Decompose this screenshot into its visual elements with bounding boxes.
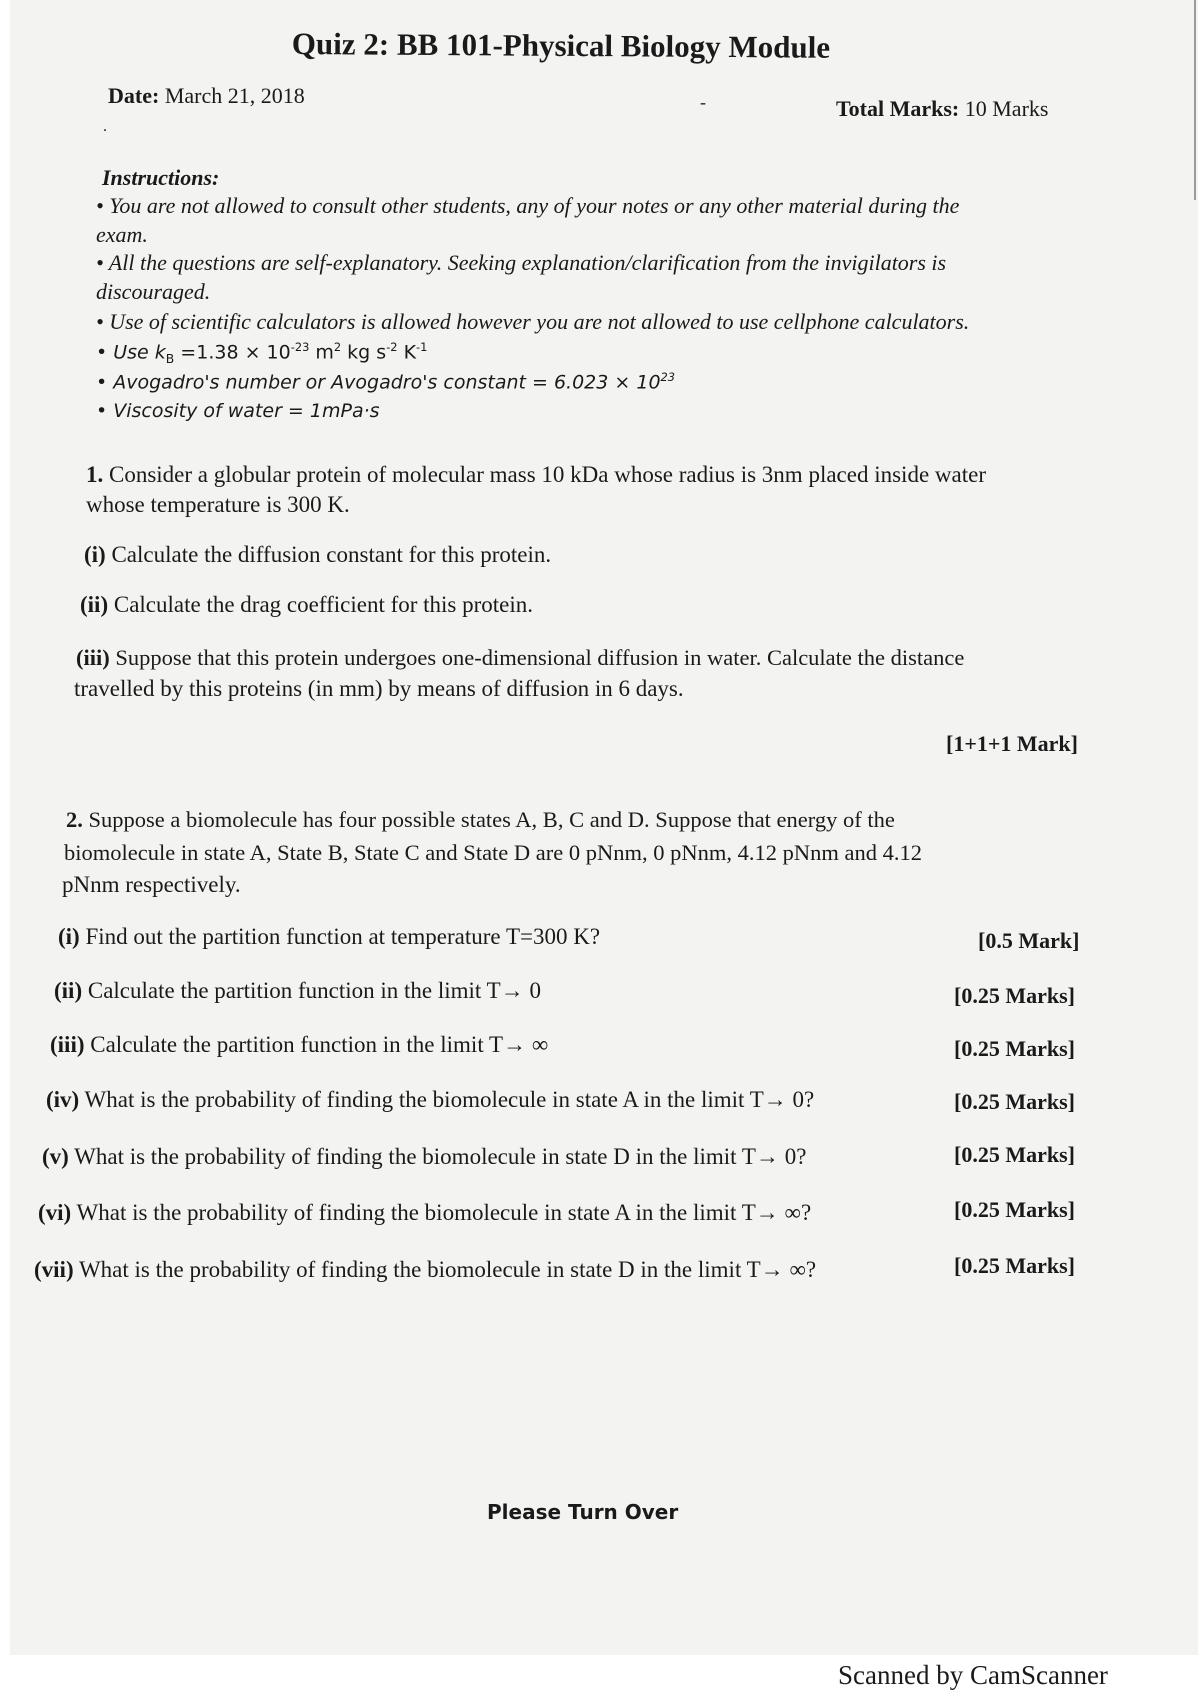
question-2-line: pNnm respectively. [62, 872, 241, 897]
date-value: March 21, 2018 [164, 83, 305, 108]
instruction-line: • You are not allowed to consult other students, any of your notes or any other material during the [96, 193, 960, 218]
question-2-line: 2. Suppose a biomolecule has four possible states A, B, C and D. Suppose that energy of the [66, 807, 895, 832]
date-line [108, 83, 305, 109]
instruction-line: exam. [96, 222, 148, 247]
question-2-marks: [0.25 Marks] [954, 983, 1075, 1008]
instruction-line: • Use of scientific calculators is allowed however you are not allowed to use cellphone calculators. [96, 309, 970, 334]
instruction-line: discouraged. [96, 279, 211, 304]
question-2-part: (i) Find out the partition function at temperature T=300 K? [58, 924, 601, 949]
question-2-marks: [0.25 Marks] [954, 1036, 1075, 1061]
paper-edge [1194, 0, 1196, 200]
date-label: Date: [108, 83, 160, 108]
question-1-part: (iii) Suppose that this protein undergoes one-dimensional diffusion in water. Calculate the distance [76, 645, 965, 670]
question-1-marks: [1+1+1 Mark] [946, 731, 1078, 756]
scanner-watermark: Scanned by CamScanner [838, 1660, 1108, 1690]
question-1-line: travelled by this proteins (in mm) by means of diffusion in 6 days. [74, 676, 684, 701]
question-2-part: (vi) What is the probability of finding the biomolecule in state A in the limit T→ ∞? [38, 1200, 812, 1225]
question-2-part: (iv) What is the probability of finding the biomolecule in state A in the limit T→ 0? [46, 1087, 815, 1112]
question-1-part: (i) Calculate the diffusion constant for this protein. [84, 542, 552, 567]
total-value: 10 Marks [964, 96, 1049, 121]
total-marks [836, 96, 1048, 122]
quiz-title: Quiz 2: BB 101-Physical Biology Module [291, 26, 831, 65]
viscosity-line: • Viscosity of water = 1mPa·s [96, 400, 380, 422]
stray-mark: - [700, 92, 706, 112]
question-number: 1. [86, 462, 104, 487]
question-2-marks: [0.25 Marks] [954, 1142, 1075, 1167]
boltzmann-constant: • Use $k_B =1.38 \times 10^{-23}$ $m^2$ kg $s^{-2}$ $K^{-1}$ [96, 340, 428, 367]
stray-dot: . [103, 118, 107, 135]
please-turn-over: Please Turn Over [487, 1500, 679, 1524]
question-2-line: biomolecule in state A, State B, State C and State D are 0 pNnm, 0 pNnm, 4.12 pNnm and 4.12 [64, 840, 922, 865]
question-2-part: (vii) What is the probability of finding the biomolecule in state D in the limit T→ ∞? [34, 1257, 817, 1282]
question-2-marks: [0.25 Marks] [954, 1089, 1075, 1114]
question-2-part: (ii) Calculate the partition function in the limit T→ 0 [54, 978, 541, 1003]
question-1-line: 1. Consider a globular protein of molecular mass 10 kDa whose radius is 3nm placed inside water [86, 462, 986, 487]
question-2-marks: [0.25 Marks] [954, 1253, 1075, 1278]
question-2-part: (iii) Calculate the partition function in the limit T→ ∞ [50, 1032, 549, 1057]
question-2-marks: [0.25 Marks] [954, 1197, 1075, 1222]
question-1-line: whose temperature is 300 K. [86, 492, 350, 517]
total-label: Total Marks: [836, 96, 960, 121]
question-number: 2. [66, 807, 83, 832]
instructions-heading: Instructions: [102, 165, 220, 190]
question-1-part: (ii) Calculate the drag coefficient for this protein. [80, 592, 534, 617]
avogadro-constant: • Avogadro's number or Avogadro's constant = $6.023 \times 10^{23}$ [96, 370, 676, 394]
instruction-line: • All the questions are self-explanatory. Seeking explanation/clarification from the invigilators is [96, 250, 947, 275]
question-2-part: (v) What is the probability of finding the biomolecule in state D in the limit T→ 0? [42, 1144, 807, 1169]
question-2-marks: [0.5 Mark] [978, 928, 1080, 953]
